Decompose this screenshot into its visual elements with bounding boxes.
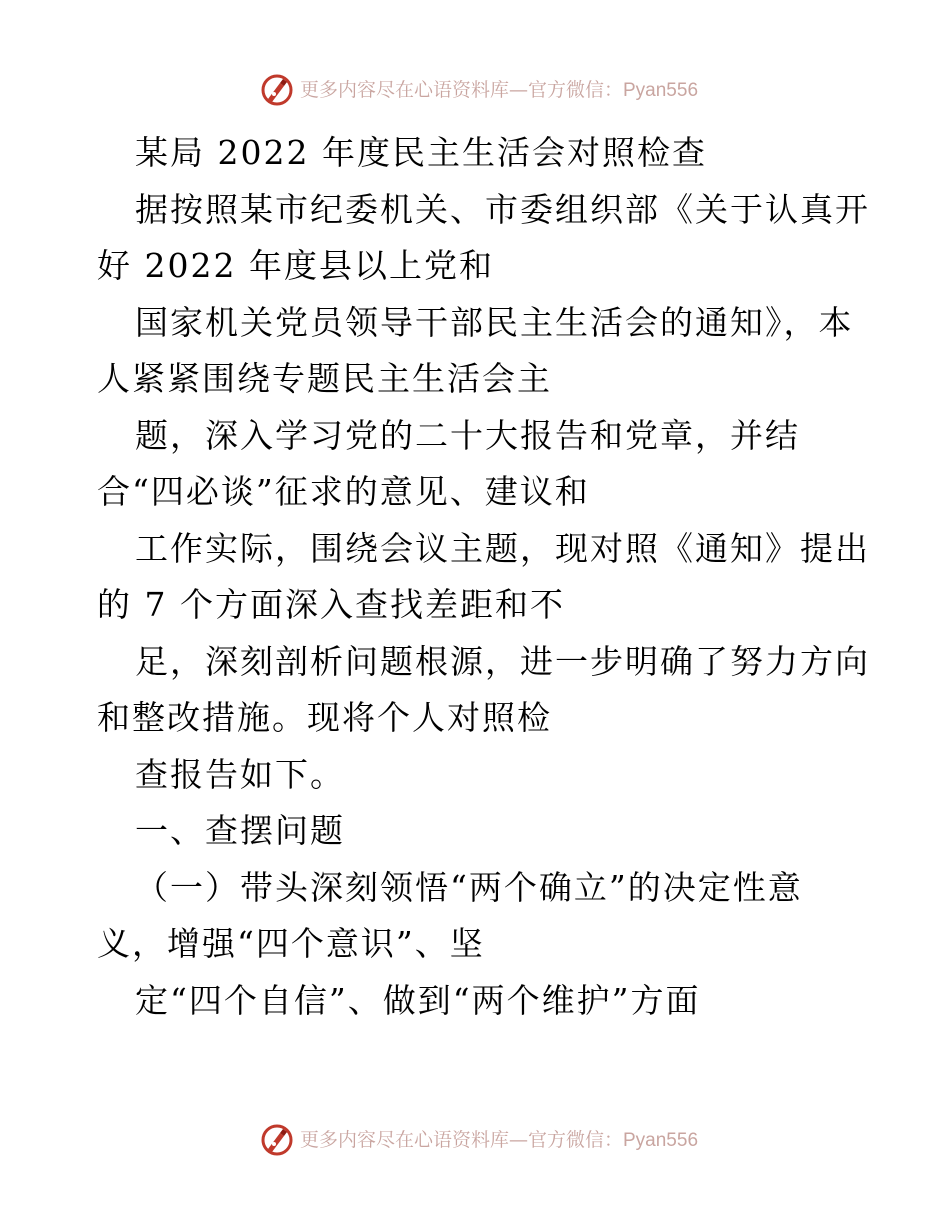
banner-text: 更多内容尽在心语资料库—官方微信： [299, 78, 623, 101]
text-line: 合“四必谈”征求的意见、建议和 [97, 472, 590, 511]
text-line: 义，增强“四个意识”、坚 [97, 924, 485, 963]
header-banner [0, 70, 950, 110]
banner-text: 更多内容尽在心语资料库—官方微信： [299, 1128, 623, 1151]
text-line: 题，深入学习党的二十大报告和党章，并结 [135, 415, 800, 455]
document-body [97, 125, 870, 1029]
text-line: 足，深刻剖析问题根源，进一步明确了努力方向 [135, 641, 870, 681]
text-line: 定“四个自信”、做到“两个维护”方面 [135, 980, 701, 1020]
text-line: 和整改措施。现将个人对照检 [97, 698, 552, 737]
text-line: 人紧紧围绕专题民主生活会主 [97, 359, 552, 398]
text-line: 的 7 个方面深入查找差距和不 [97, 585, 565, 624]
text-line: （一）带头深刻领悟“两个确立”的决定性意 [135, 867, 803, 907]
pen-logo-icon [260, 1123, 294, 1157]
text-line: 据按照某市纪委机关、市委组织部《关于认真开 [135, 189, 870, 229]
pen-logo-icon [260, 73, 294, 107]
text-line: 某局 2022 年度民主生活会对照检查 [135, 133, 707, 172]
footer-banner [0, 1120, 950, 1160]
wechat-id: Pyan556 [623, 79, 699, 101]
text-line: 好 2022 年度县以上党和 [97, 246, 494, 285]
text-line: 一、查摆问题 [135, 811, 345, 850]
text-line: 国家机关党员领导干部民主生活会的通知》，本 [135, 302, 854, 342]
text-line: 查报告如下。 [135, 754, 345, 794]
text-line: 工作实际，围绕会议主题，现对照《通知》提出 [135, 528, 870, 568]
wechat-id: Pyan556 [623, 1129, 699, 1151]
